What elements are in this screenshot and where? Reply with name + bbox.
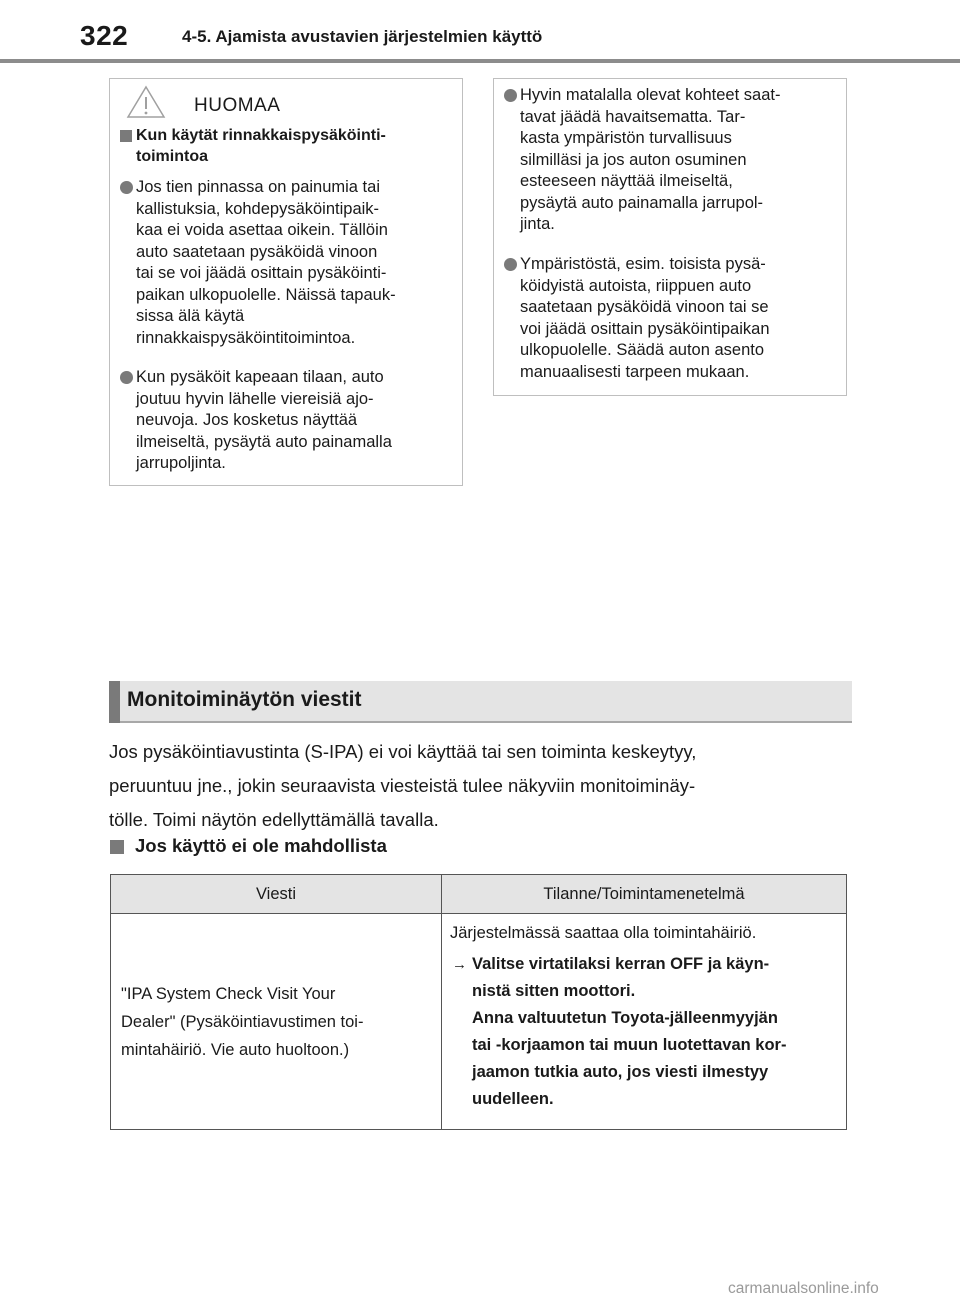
watermark: carmanualsonline.info <box>728 1280 879 1297</box>
header-rule <box>0 59 960 63</box>
action-note: Järjestelmässä saattaa olla toimintahäiriö. <box>450 924 757 942</box>
action-instruction-text: Valitse virtatilaksi kerran OFF ja käyn- nistä sitten moottori. Anna valtuutetun Toyota-jälleenmyyjän tai -korjaamon tai muun luotettavan kor- jaamon tutkia auto, jos viesti ilmestyy uudelleen. <box>472 955 787 1108</box>
bullet-dot-icon <box>504 258 517 271</box>
message-text: "IPA System Check Visit Your Dealer" (Pysäköintiavustimen toi- mintahäiriö. Vie auto huoltoon.) <box>121 984 364 1059</box>
warning-triangle-icon <box>126 85 166 124</box>
caution-item <box>504 254 834 383</box>
caution-item <box>504 85 834 236</box>
section-heading-bar <box>109 681 120 723</box>
bullet-dot-icon <box>120 181 133 194</box>
caution-header <box>124 85 424 121</box>
section-title: 4-5. Ajamista avustavien järjestelmien käyttö <box>182 27 543 46</box>
square-bullet-icon <box>120 130 132 142</box>
caution-box-left <box>109 78 463 486</box>
table-header-row <box>111 875 847 914</box>
column-header-message: Viesti <box>111 875 442 914</box>
section-heading: Monitoiminäytön viestit <box>127 688 362 711</box>
section-heading-band <box>109 681 852 723</box>
caution-subtitle-text: Kun käytät rinnakkaispysäköinti- toimintoa <box>136 127 386 165</box>
caution-item-text: Ympäristöstä, esim. toisista pysä- köidyistä autoista, riippuen auto saatetaan pysäköidä vinoon tai se voi jäädä osittain pysäköintipaikan ulkopuolelle. Säädä auton asento manuaalisesti tarpeen mukaan. <box>520 255 770 381</box>
caution-item-text: Hyvin matalalla olevat kohteet saat- tavat jäädä havaitsematta. Tar- kasta ympäristön turvallisuus silmilläsi ja jos auton osuminen esteeseen näyttää ilmeiseltä, pysäytä auto painamalla jarrupol- jinta. <box>520 86 781 233</box>
caution-box-right <box>493 78 847 396</box>
bullet-dot-icon <box>504 89 517 102</box>
caution-item <box>120 367 450 475</box>
action-instruction <box>450 951 838 1113</box>
bullet-dot-icon <box>120 371 133 384</box>
page-number: 322 <box>80 20 129 51</box>
column-header-action: Tilanne/Toimintamenetelmä <box>442 875 847 914</box>
arrow-right-icon: → <box>452 956 467 973</box>
intro-paragraph: Jos pysäköintiavustinta (S-IPA) ei voi käyttää tai sen toiminta keskeytyy, peruuntuu jne., jokin seuraavista viesteistä tulee näkyviin monitoiminäy- tölle. Toimi näytön edellyttämällä tavalla. <box>109 741 697 830</box>
page-header <box>0 0 960 58</box>
message-cell <box>111 914 442 1130</box>
caution-subtitle <box>120 125 455 167</box>
table-row <box>111 914 847 1130</box>
action-cell <box>442 914 847 1130</box>
message-table <box>110 874 847 1130</box>
square-bullet-icon <box>110 840 124 854</box>
subheading <box>110 835 387 857</box>
caution-item-text: Kun pysäköit kapeaan tilaan, auto joutuu hyvin lähelle viereisiä ajo- neuvoja. Jos kosketus näyttää ilmeiseltä, pysäytä auto painamalla jarrupoljinta. <box>136 368 392 472</box>
caution-item <box>120 177 450 349</box>
caution-label: HUOMAA <box>194 95 281 116</box>
subheading-text: Jos käyttö ei ole mahdollista <box>135 835 387 856</box>
caution-item-text: Jos tien pinnassa on painumia tai kallistuksia, kohdepysäköintipaik- kaa ei voida asettaa oikein. Tällöin auto saatetaan pysäköidä vinoon tai se voi jäädä osittain pysäköinti- paikan ulkopuolelle. Näissä tapauk- sissa älä käytä rinnakkaispysäköintitoimintoa. <box>136 178 396 347</box>
